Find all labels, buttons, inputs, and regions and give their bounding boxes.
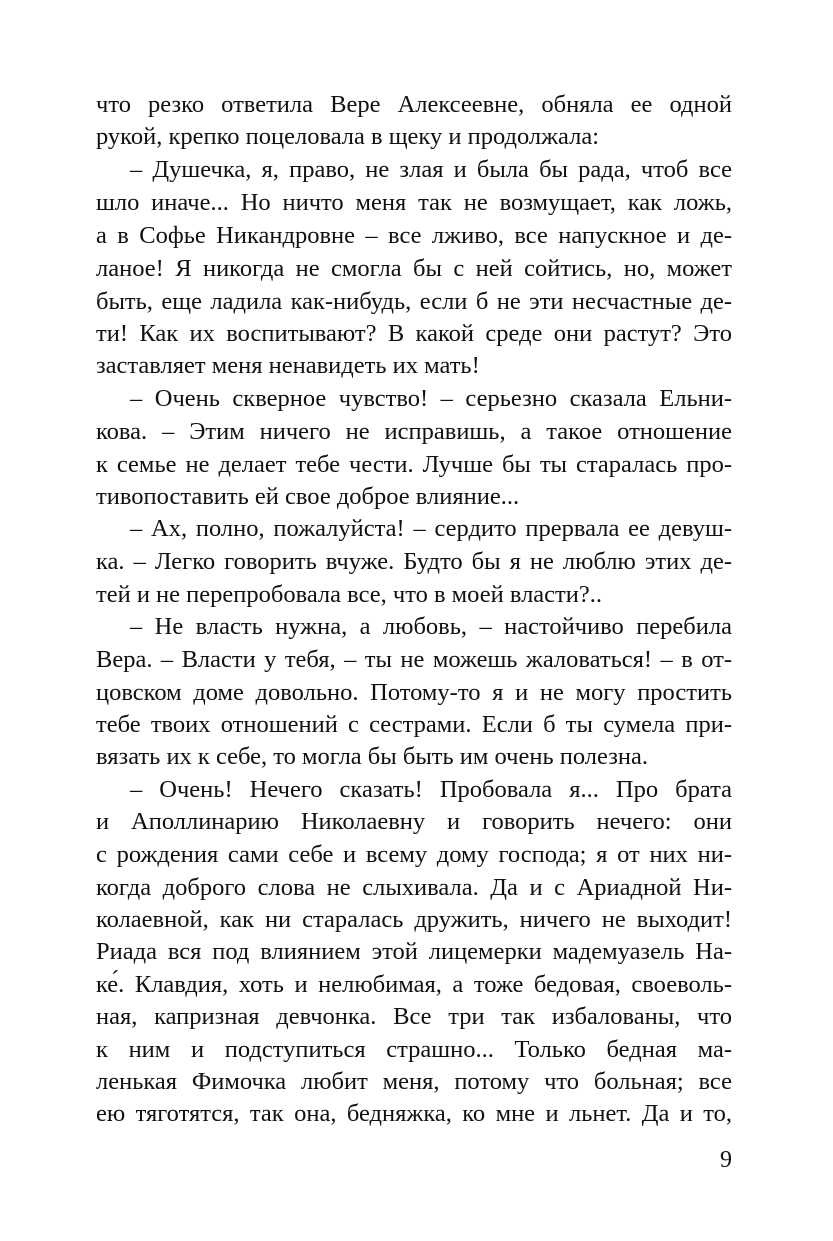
text-line: ланое! Я никогда не смогла бы с ней сойтись, но, может	[96, 255, 732, 282]
text-line: Вера. – Власти у тебя, – ты не можешь жаловаться! – в от-	[96, 646, 732, 673]
text-line: шло иначе... Но ничто меня так не возмущает, как ложь,	[96, 189, 732, 216]
text-line: вязать их к себе, то могла бы быть им очень полезна.	[96, 743, 648, 770]
text-line: тебе твоих отношений с сестрами. Если б ты сумела при-	[96, 711, 732, 738]
text-line: к семье не делает тебе чести. Лучше бы ты старалась про-	[96, 451, 732, 478]
text-line: а в Софье Никандровне – все лживо, все напускное и де-	[96, 222, 732, 249]
text-line: ти! Как их воспитывают? В какой среде они растут? Это	[96, 320, 732, 347]
text-line: ная, капризная девчонка. Все три так избалованы, что	[96, 1003, 732, 1030]
text-line: Риада вся под влиянием этой лицемерки мадемуазель На-	[96, 938, 732, 965]
text-line: к ним и подступиться страшно... Только бедная ма-	[96, 1036, 732, 1063]
text-line: и Аполлинарию Николаевну и говорить нечего: они	[96, 808, 732, 835]
text-line: тей и не перепробовала все, что в моей власти?..	[96, 581, 602, 608]
text-line: – Очень! Нечего сказать! Пробовала я... Про брата	[130, 776, 732, 803]
text-line: рукой, крепко поцеловала в щеку и продолжала:	[96, 123, 600, 150]
text-line: – Ах, полно, пожалуйста! – сердито прервала ее девуш-	[130, 515, 732, 542]
text-line: – Душечка, я, право, не злая и была бы рада, чтоб все	[130, 156, 732, 183]
text-line: тивопоставить ей свое доброе влияние...	[96, 483, 520, 510]
text-line: колаевной, как ни старалась дружить, ничего не выходит!	[96, 906, 732, 933]
text-line: – Не власть нужна, а любовь, – настойчиво перебила	[130, 613, 732, 640]
text-line: быть, еще ладила как-нибудь, если б не эти несчастные де-	[96, 288, 732, 315]
text-line: – Очень скверное чувство! – серьезно сказала Ельни-	[130, 385, 732, 412]
page-number: 9	[720, 1147, 732, 1173]
text-line: с рождения сами себе и всему дому господа; я от них ни-	[96, 841, 732, 868]
text-line: заставляет меня ненавидеть их мать!	[96, 352, 480, 379]
text-line: ке́. Клавдия, хоть и нелюбимая, а тоже бедовая, своеволь-	[96, 971, 732, 998]
text-line: ею тяготятся, так она, бедняжка, ко мне и льнет. Да и то,	[96, 1100, 732, 1127]
text-line: ка. – Легко говорить вчуже. Будто бы я не люблю этих де-	[96, 548, 732, 575]
text-line: ленькая Фимочка любит меня, потому что больная; все	[96, 1068, 732, 1095]
text-line: кова. – Этим ничего не исправишь, а такое отношение	[96, 418, 732, 445]
text-line: цовском доме довольно. Потому-то я и не могу простить	[96, 679, 732, 706]
text-line: когда доброго слова не слыхивала. Да и с Ариадной Ни-	[96, 874, 732, 901]
text-line: что резко ответила Вере Алексеевне, обняла ее одной	[96, 91, 732, 118]
